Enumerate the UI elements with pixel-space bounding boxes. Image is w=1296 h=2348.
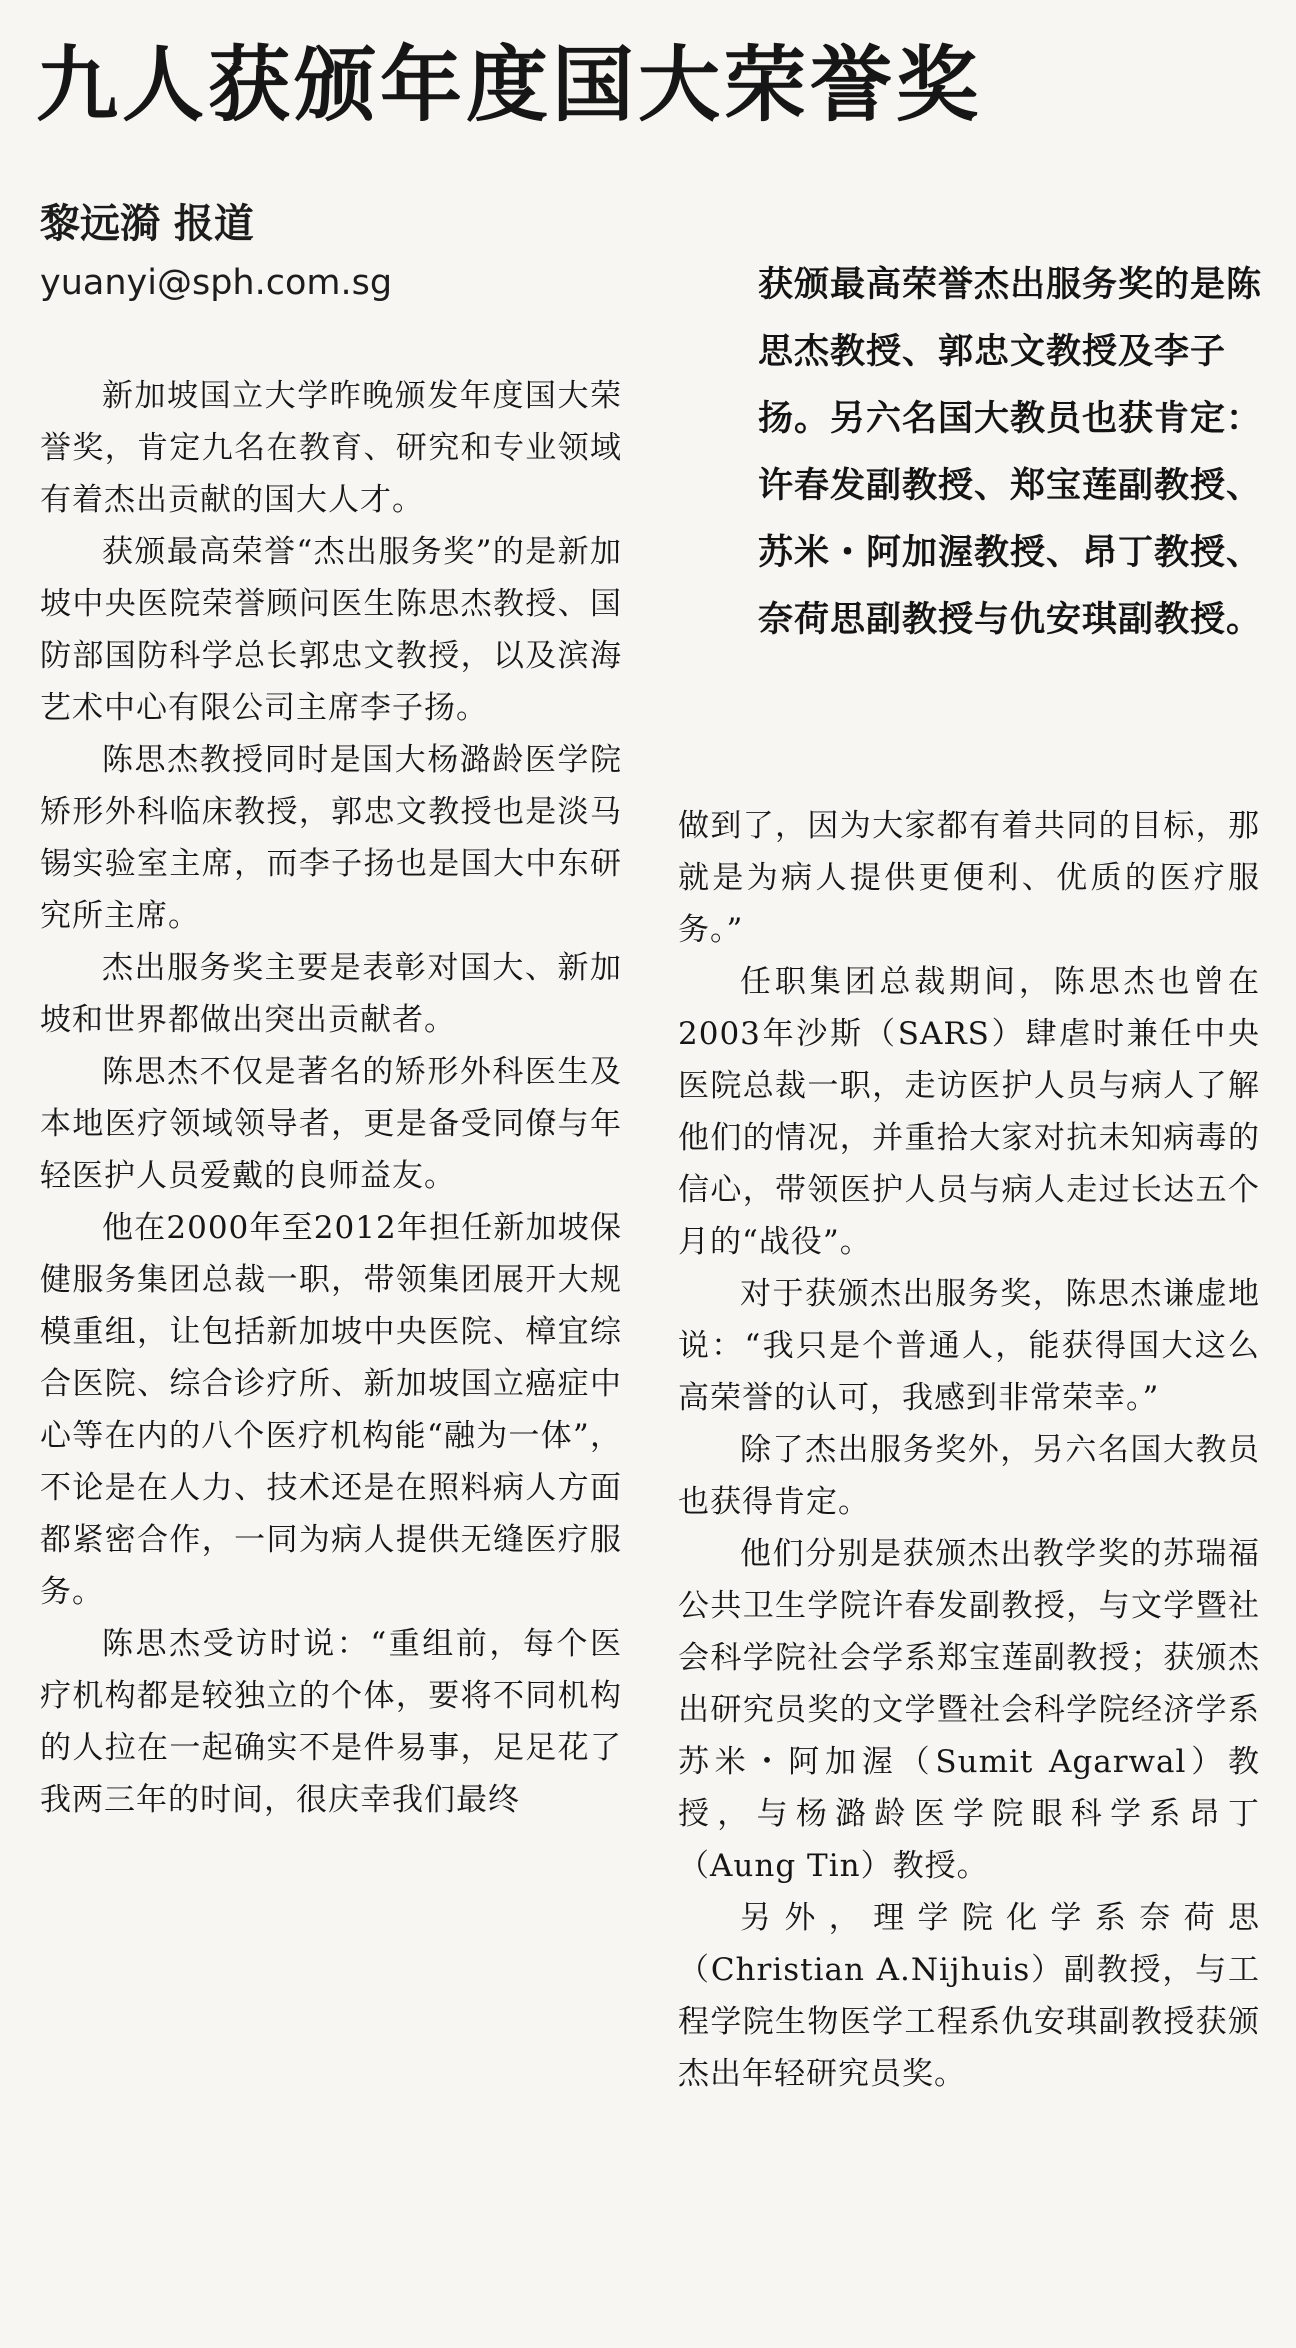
pull-quote: 获颁最高荣誉杰出服务奖的是陈思杰教授、郭忠文教授及李子扬。另六名国大教员也获肯定：许春发副教授、郑宝莲副教授、苏米・阿加渥教授、昂丁教授、奈荷思副教授与仇安琪副教授。 — [758, 265, 1263, 640]
paragraph: 对于获颁杰出服务奖，陈思杰谦虚地说：“我只是个普通人，能获得国大这么高荣誉的认可，我感到非常荣幸。” — [678, 1276, 1260, 1416]
paragraph: 新加坡国立大学昨晚颁发年度国大荣誉奖，肯定九名在教育、研究和专业领域有着杰出贡献的国大人才。 — [40, 378, 622, 518]
paragraph: 获颁最高荣誉“杰出服务奖”的是新加坡中央医院荣誉顾问医生陈思杰教授、国防部国防科学总长郭忠文教授，以及滨海艺术中心有限公司主席李子扬。 — [40, 534, 622, 726]
left-column — [40, 370, 622, 1826]
author-email: yuanyi@sph.com.sg — [40, 263, 393, 303]
paragraph: 杰出服务奖主要是表彰对国大、新加坡和世界都做出突出贡献者。 — [40, 950, 622, 1038]
paragraph: 陈思杰不仅是著名的矫形外科医生及本地医疗领域领导者，更是备受同僚与年轻医护人员爱戴的良师益友。 — [40, 1054, 622, 1194]
paragraph: 做到了，因为大家都有着共同的目标，那就是为病人提供更便利、优质的医疗服务。” — [678, 808, 1260, 948]
paragraph: 除了杰出服务奖外，另六名国大教员也获得肯定。 — [678, 1432, 1260, 1520]
byline: 黎远漪 报道 — [40, 201, 254, 247]
paragraph: 另外，理学院化学系奈荷思（Christian A.Nijhuis）副教授，与工程学院生物医学工程系仇安琪副教授获颁杰出年轻研究员奖。 — [678, 1900, 1260, 2092]
paragraph: 他在2000年至2012年担任新加坡保健服务集团总裁一职，带领集团展开大规模重组，让包括新加坡中央医院、樟宜综合医院、综合诊疗所、新加坡国立癌症中心等在内的八个医疗机构能“融为一体”，不论是在人力、技术还是在照料病人方面都紧密合作，一同为病人提供无缝医疗服务。 — [40, 1210, 622, 1610]
paragraph: 他们分别是获颁杰出教学奖的苏瑞福公共卫生学院许春发副教授，与文学暨社会科学院社会学系郑宝莲副教授；获颁杰出研究员奖的文学暨社会科学院经济学系苏米・阿加渥（Sumit Agarwal）教授，与杨潞龄医学院眼科学系昂丁（Aung Tin）教授。 — [678, 1536, 1260, 1884]
right-column — [678, 800, 1260, 2100]
paragraph: 陈思杰受访时说：“重组前，每个医疗机构都是较独立的个体，要将不同机构的人拉在一起确实不是件易事，足足花了我两三年的时间，很庆幸我们最终 — [40, 1626, 622, 1818]
paragraph: 陈思杰教授同时是国大杨潞龄医学院矫形外科临床教授，郭忠文教授也是淡马锡实验室主席，而李子扬也是国大中东研究所主席。 — [40, 742, 622, 934]
paragraph: 任职集团总裁期间，陈思杰也曾在2003年沙斯（SARS）肆虐时兼任中央医院总裁一职，走访医护人员与病人了解他们的情况，并重拾大家对抗未知病毒的信心，带领医护人员与病人走过长达五个月的“战役”。 — [678, 964, 1260, 1260]
headline: 九人获颁年度国大荣誉奖 — [36, 38, 983, 133]
